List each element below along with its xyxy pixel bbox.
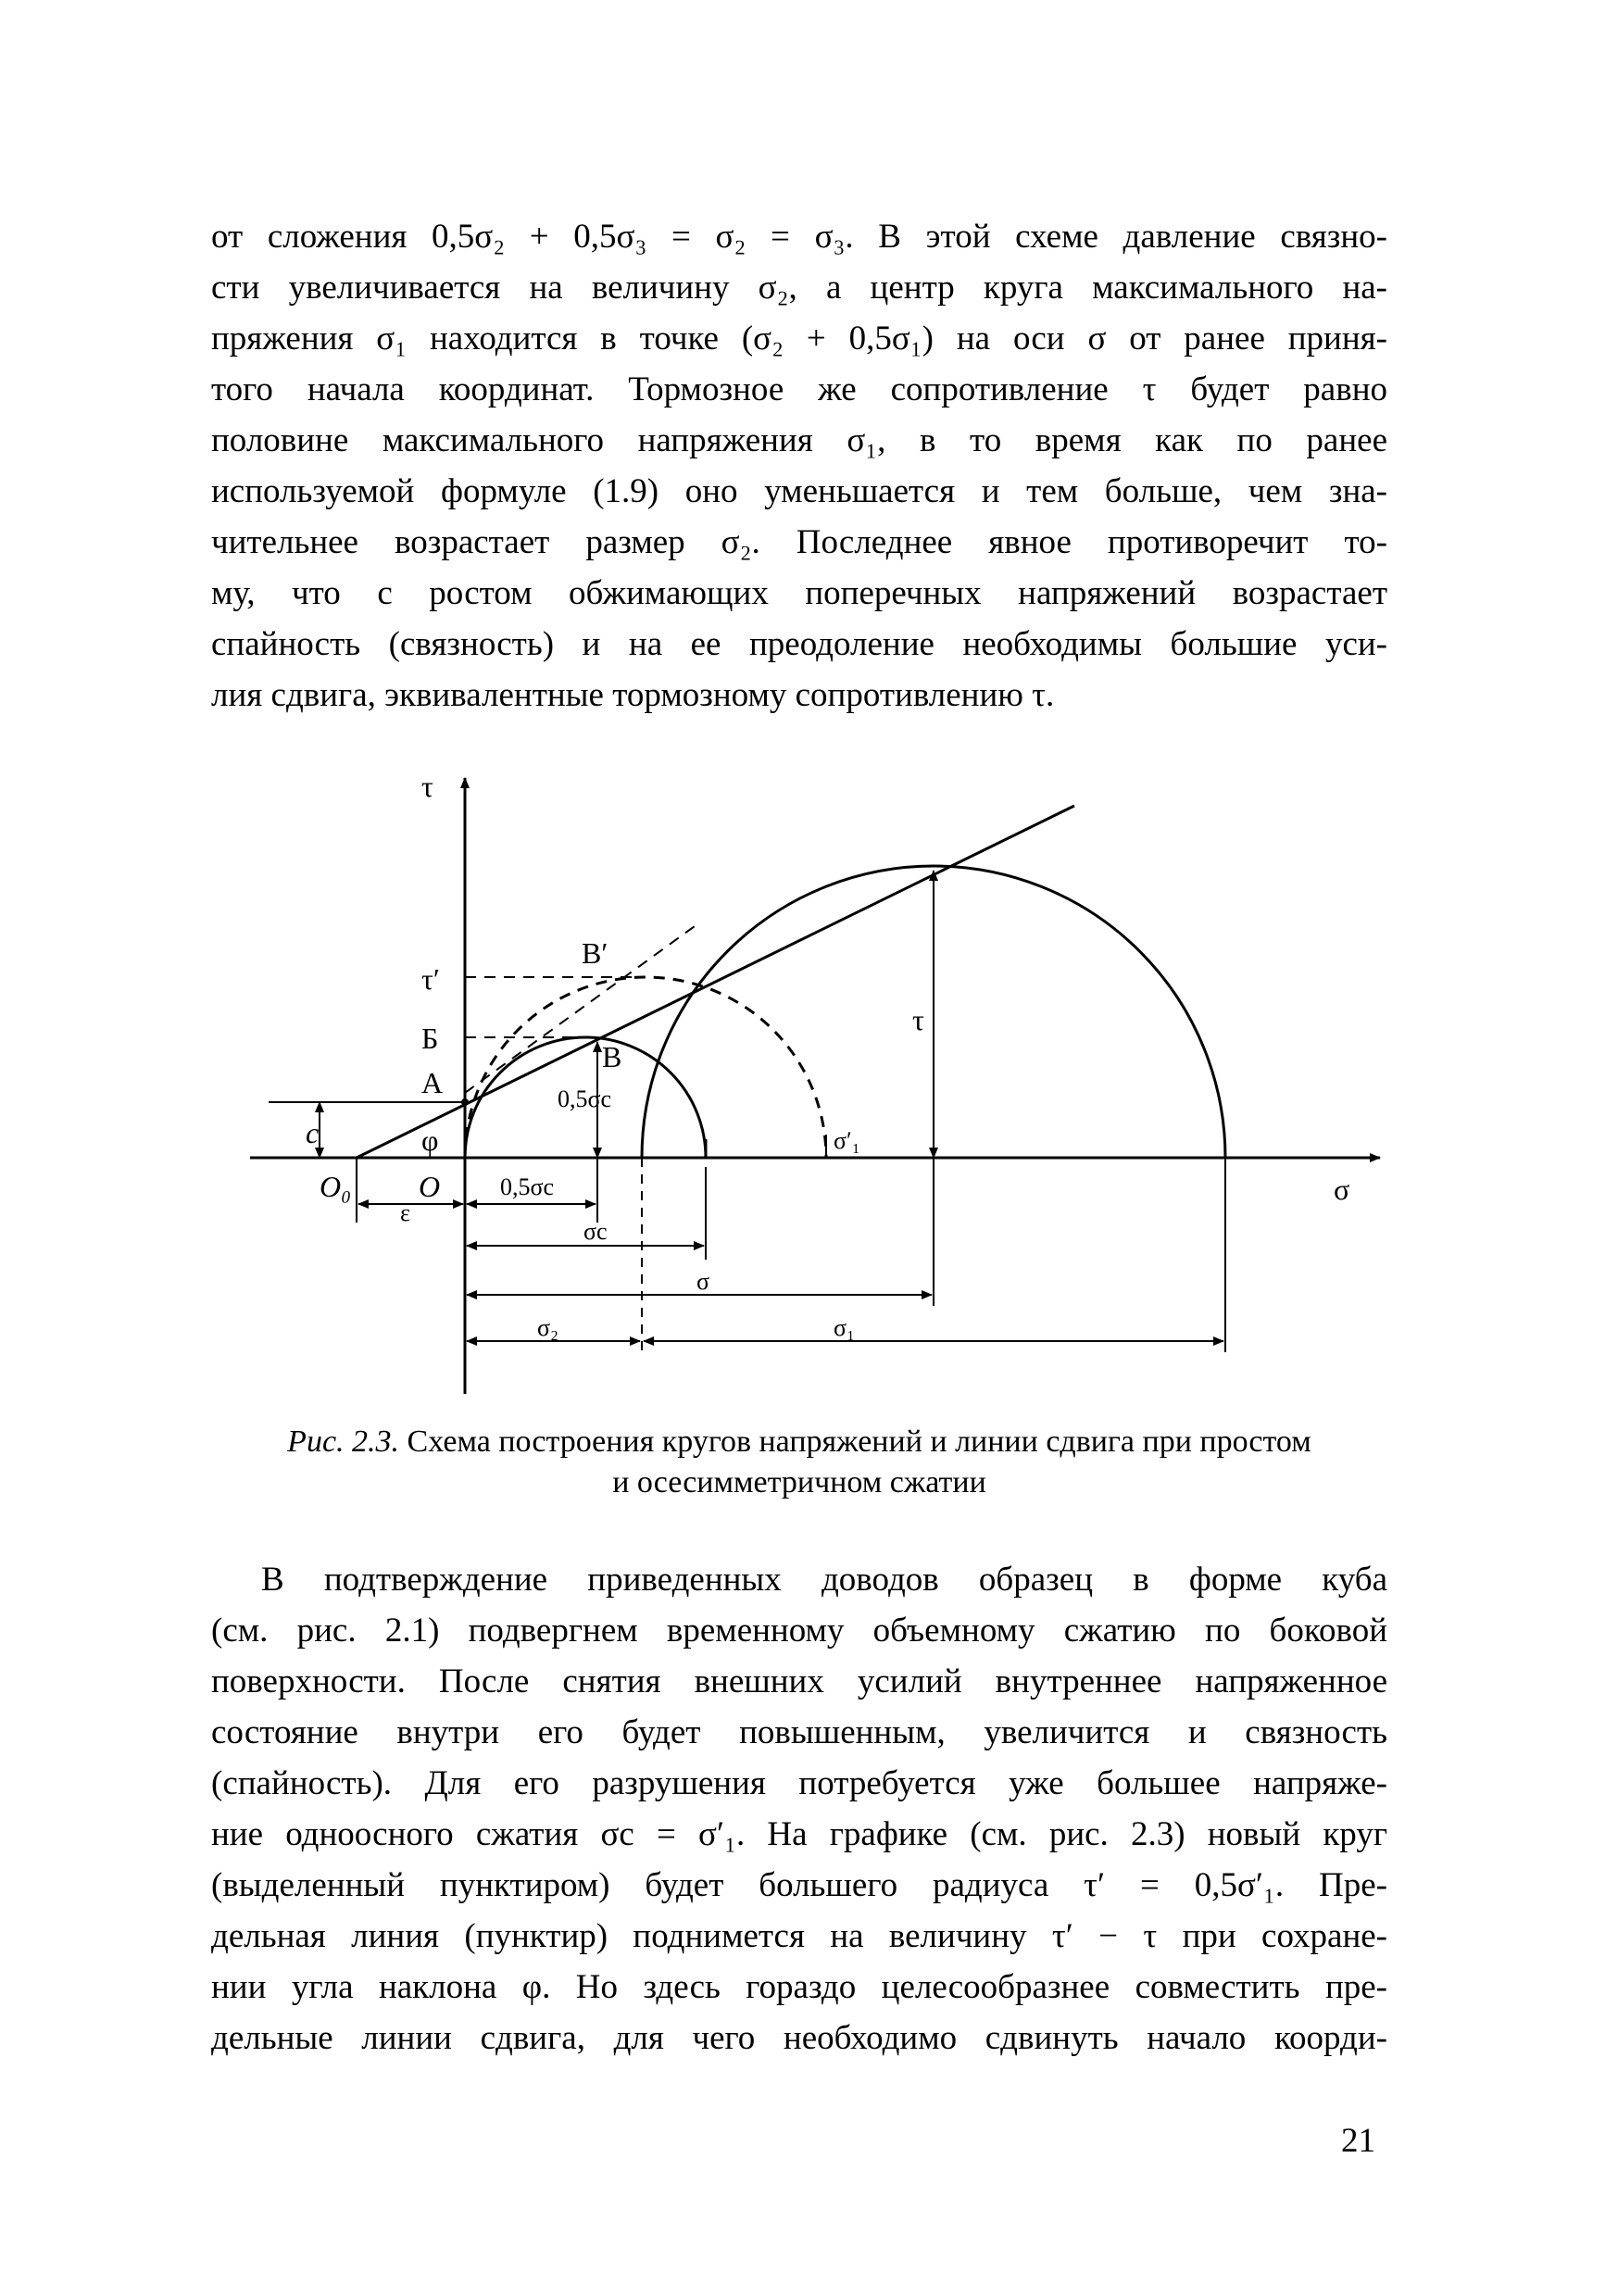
text-line: спайность (связность) и на ее преодоление необходимы большие уси- — [211, 625, 1387, 663]
text-line: поверхности. После снятия внешних усилий внутреннее напряженное — [211, 1662, 1387, 1700]
text-line: нии угла наклона φ. Но здесь гораздо целесообразнее совместить пре- — [211, 1968, 1387, 2006]
sigma-axis-label: σ — [1334, 1173, 1350, 1206]
text-line: му, что с ростом обжимающих поперечных напряжений возрастает — [211, 574, 1387, 612]
page-number: 21 — [1341, 2122, 1375, 2160]
text-line: (выделенный пунктиром) будет большего радиуса τ′ = 0,5σ′₁. Пре- — [211, 1866, 1387, 1904]
text-line: (см. рис. 2.1) подвергнем временному объемному сжатию по боковой — [211, 1612, 1387, 1650]
sigma1-prime-label: σ′₁ — [834, 1127, 860, 1154]
a-label: А — [421, 1066, 444, 1099]
text-line: В подтверждение приведенных доводов образец в форме куба — [261, 1561, 1387, 1599]
text-line: того начала координат. Тормозное же сопротивление τ будет равно — [211, 370, 1387, 408]
b-prime-label: B′ — [582, 936, 608, 970]
caption-text-line-1: Схема построения кругов напряжений и линии сдвига при простом — [407, 1424, 1311, 1459]
point-A — [461, 1098, 469, 1106]
stress-circles-figure — [241, 769, 1389, 1408]
half-sigma-c-dim-label: 0,5σc — [500, 1173, 555, 1200]
b-cyr-label: Б — [421, 1022, 439, 1055]
text-line: состояние внутри его будет повышенным, увеличится и связность — [211, 1713, 1387, 1751]
text-line: чительнее возрастает размер σ₂. Последнее явное противоречит то- — [211, 523, 1387, 561]
half-sigma-c-vert-label: 0,5σc — [558, 1085, 612, 1112]
text-line: пряжения σ₁ находится в точке (σ₂ + 0,5σ₁) на оси σ от ранее приня- — [211, 320, 1387, 358]
v-label: В — [602, 1040, 622, 1073]
text-line: половине максимального напряжения σ₁, в то время как по ранее — [211, 421, 1387, 459]
text-line: сти увеличивается на величину σ₂, а центр круга максимального на- — [211, 269, 1387, 307]
sigma2-dim-label: σ₂ — [537, 1314, 559, 1341]
paragraph-1 — [211, 211, 1387, 721]
paragraph-2 — [211, 1554, 1387, 2064]
text-line: (спайность). Для его разрушения потребуется уже большее напряже- — [211, 1764, 1387, 1802]
text-line: лия сдвига, эквивалентные тормозному сопротивлению τ. — [211, 676, 1055, 714]
text-line: от сложения 0,5σ₂ + 0,5σ₃ = σ₂ = σ₃. В этой схеме давление связно- — [211, 218, 1387, 256]
text-line: дельные линии сдвига, для чего необходимо сдвинуть начало коорди- — [211, 2019, 1387, 2057]
epsilon-label: ε — [400, 1199, 410, 1226]
o0-label: O₀ — [320, 1170, 352, 1203]
text-line: дельная линия (пунктир) поднимется на величину τ′ − τ при сохране- — [211, 1917, 1387, 1955]
sigma-c-dim-label: σc — [583, 1218, 608, 1245]
text-line: ние одноосного сжатия σc = σ′₁. На графике (см. рис. 2.3) новый круг — [211, 1815, 1387, 1853]
phi-label: φ — [421, 1123, 439, 1157]
o-label: O — [419, 1170, 441, 1203]
tau-prime-label: τ′ — [421, 962, 440, 996]
sigma1-dim-label: σ₁ — [834, 1314, 856, 1341]
figure-caption — [211, 1422, 1387, 1503]
caption-number: Рис. 2.3. — [287, 1424, 400, 1459]
sigma-dim-label: σ — [696, 1268, 710, 1295]
c-label: c — [306, 1116, 320, 1149]
tau-axis-label: τ — [421, 770, 433, 803]
dashed-stress-circle — [465, 977, 826, 1158]
tau-right-label: τ — [912, 1003, 924, 1036]
caption-text-line-2: и осесимметричном сжатии — [612, 1465, 986, 1499]
text-line: используемой формуле (1.9) оно уменьшается и тем больше, чем зна- — [211, 472, 1387, 510]
